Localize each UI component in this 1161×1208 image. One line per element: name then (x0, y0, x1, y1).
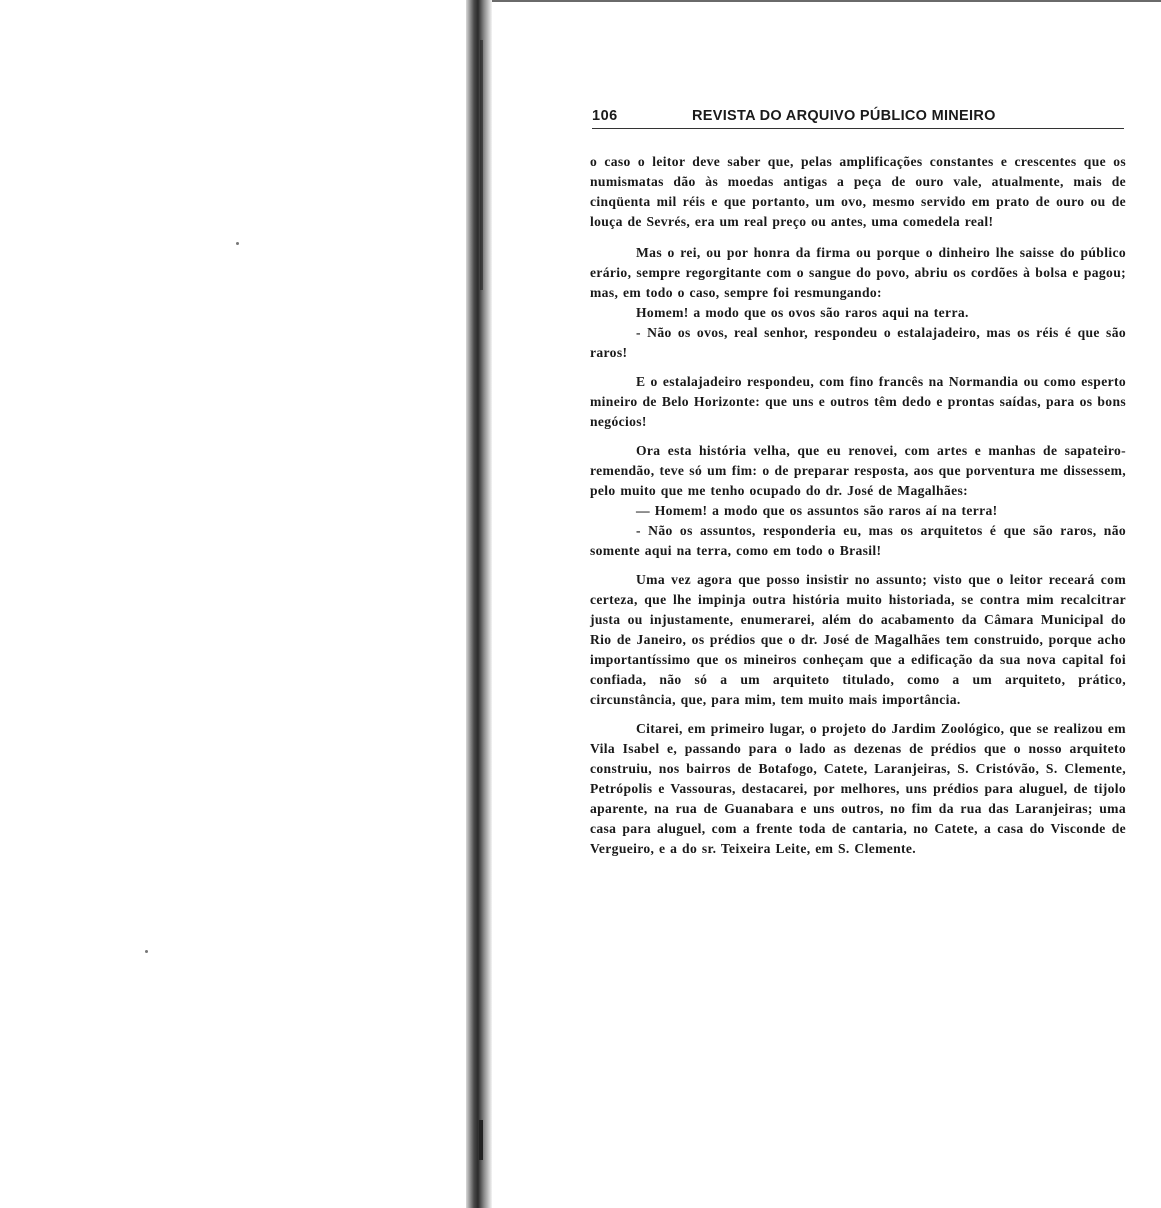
gutter-shadow (479, 1120, 483, 1160)
book-gutter (466, 0, 492, 1208)
dialogue-line: Homem! a modo que os ovos são raros aqui na terra. (636, 305, 969, 320)
paragraph: Ora esta história velha, que eu renovei, com artes e manhas de sapateiro-remendão, teve só um fim: o de preparar resposta, aos que porventura me dissessem, pelo muito que me tenho ocupado do dr. José de Magalhães: (590, 443, 1126, 498)
page-number: 106 (592, 108, 618, 124)
blank-left-page (0, 0, 468, 1208)
paragraph: Mas o rei, ou por honra da firma ou porque o dinheiro lhe saisse do público erário, sempre regorgitante com o sangue do povo, abriu os cordões à bolsa e pagou; mas, em todo o caso, sempre foi resmungando: (590, 245, 1126, 300)
right-page (492, 0, 1161, 1208)
paragraph: E o estalajadeiro respondeu, com fino francês na Normandia ou como esperto mineiro de Belo Horizonte: que uns e outros têm dedo e prontas saídas, para os bons negócios! (590, 374, 1126, 429)
body-text (590, 152, 1126, 859)
running-head (592, 106, 1124, 129)
gutter-shadow (480, 40, 483, 290)
paragraph: Citarei, em primeiro lugar, o projeto do Jardim Zoológico, que se realizou em Vila Isabel e, passando para o lado as dezenas de prédios que o nosso arquiteto construiu, nos bairros de Botafogo, Catete, Laranjeiras, S. Cristóvão, S. Clemente, Petrópolis e Vassouras, destacarei, por melhores, uns prédios para aluguel, de tijolo aparente, na rua de Guanabara e uns outros, no fim da rua das Laranjeiras; uma casa para aluguel, com a frente toda de cantaria, no Catete, a casa do Visconde de Vergueiro, e a do sr. Teixeira Leite, em S. Clemente. (590, 721, 1126, 856)
dialogue-line: — Homem! a modo que os assuntos são raros aí na terra! (636, 503, 998, 518)
dialogue-line: - Não os ovos, real senhor, respondeu o estalajadeiro, mas os réis é que são raros! (590, 325, 1126, 360)
journal-title: REVISTA DO ARQUIVO PÚBLICO MINEIRO (692, 108, 996, 124)
paragraph: Uma vez agora que posso insistir no assunto; visto que o leitor receará com certeza, que lhe impinja outra história muito historiada, se contra mim recalcitrar justa ou injustamente, enumerarei, além do acabamento da Câmara Municipal do Rio de Janeiro, os prédios que o dr. José de Magalhães tem construido, porque acho importantíssimo que os mineiros conheçam que a edificação da sua nova capital foi confiada, não só a um arquiteto titulado, como a um arquiteto, prático, circunstância, que, para mim, tem muito mais importância. (590, 572, 1126, 707)
dialogue-line: - Não os assuntos, responderia eu, mas os arquitetos é que são raros, não somente aqui na terra, como em todo o Brasil! (590, 523, 1126, 558)
paragraph: o caso o leitor deve saber que, pelas amplificações constantes e crescentes que os numismatas dão às moedas antigas a peça de ouro vale, atualmente, mais de cinqüenta mil réis e que portanto, um ovo, mesmo servido em prato de ouro ou de louça de Sevrés, era um real preço ou antes, uma comedela real! (590, 154, 1126, 229)
page-speck (236, 242, 239, 245)
page-speck (145, 950, 148, 953)
